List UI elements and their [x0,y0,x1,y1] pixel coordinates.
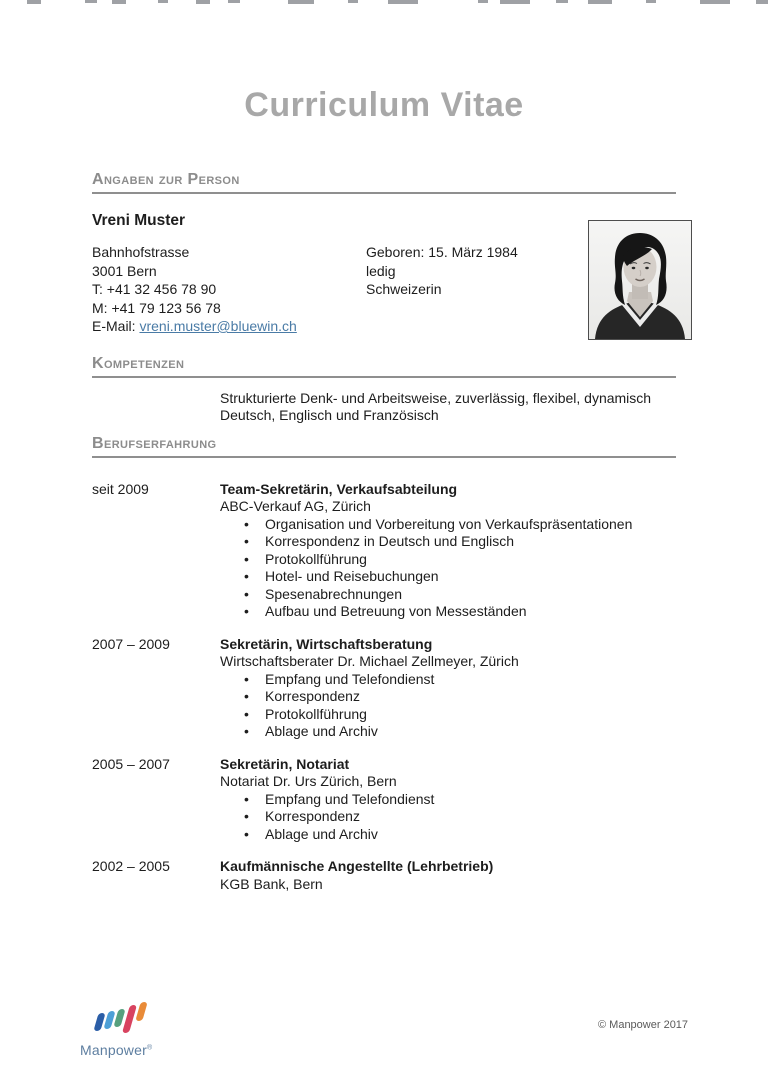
entry-title: Sekretärin, Notariat [220,755,350,772]
entry-body [220,756,676,844]
bullet-item: • Protokollführung [220,706,676,724]
section-heading-angaben-zur-person: Angaben zur Person [92,170,676,194]
bullet-item: • Protokollführung [220,551,676,569]
document-title: Curriculum Vitae [244,86,524,124]
kompetenzen-line: Strukturierte Denk- und Arbeitsweise, zuverlässig, flexibel, dynamisch [220,389,652,406]
experience-entry [92,481,676,621]
email-line [92,317,366,336]
section-heading-berufserfahrung: Berufserfahrung [92,434,676,458]
section-heading-kompetenzen: Kompetenzen [92,354,676,378]
bullet-item: • Ablage und Archiv [220,723,676,741]
entry-period: 2002 – 2005 [92,858,170,874]
address-street: Bahnhofstrasse [92,244,190,260]
entry-title: Sekretärin, Wirtschaftsberatung [220,635,433,652]
bullet-item: • Korrespondenz [220,808,676,826]
entry-employer: ABC-Verkauf AG, Zürich [220,498,371,514]
registered-trademark-mark: ® [146,1044,153,1052]
person-name: Vreni Muster [92,212,186,229]
bullet-item: • Aufbau und Betreuung von Messeständen [220,603,676,621]
marital-status-line: ledig [366,262,396,279]
email-link[interactable]: vreni.muster@bluewin.ch [139,318,297,334]
portrait-photo-graphic [589,221,691,339]
manpower-wordmark-text: Manpower [80,1042,147,1058]
bullet-item: • Organisation und Vorbereitung von Verkaufspräsentationen [220,516,676,534]
address-city: 3001 Bern [92,262,157,279]
entry-period: 2007 – 2009 [92,635,170,652]
entry-period: seit 2009 [92,480,149,497]
experience-entry [92,756,676,844]
entry-bullet-list [220,516,676,621]
top-edge-scan-artifacts [0,0,768,5]
entry-bullet-list [220,671,676,741]
entry-bullet-list [220,791,676,844]
bullet-item: • Korrespondenz in Deutsch und Englisch [220,533,676,551]
portrait-photo [588,220,692,340]
nationality-line: Schweizerin [366,281,442,297]
entry-body [220,636,676,741]
bullet-item: • Korrespondenz [220,688,676,706]
address-column [92,243,366,336]
mobile-line: M: +41 79 123 56 78 [92,299,221,316]
entry-body [220,481,676,621]
manpower-wordmark [80,1042,170,1058]
entry-title: Team-Sekretärin, Verkaufsabteilung [220,480,458,497]
experience-entry [92,636,676,741]
entry-employer: Wirtschaftsberater Dr. Michael Zellmeyer, Zürich [220,653,519,669]
bullet-item: • Spesenabrechnungen [220,586,676,604]
entry-body [220,858,676,893]
bullet-item: • Hotel- und Reisebuchungen [220,568,676,586]
email-label: E-Mail: [92,318,140,334]
entry-period: 2005 – 2007 [92,755,170,772]
phone-line: T: +41 32 456 78 90 [92,281,217,297]
bullet-item: • Empfang und Telefondienst [220,671,676,689]
kompetenzen-body [92,390,676,425]
entry-employer: Notariat Dr. Urs Zürich, Bern [220,773,397,789]
footer-copyright: © Manpower 2017 [598,1019,689,1031]
bullet-item: • Empfang und Telefondienst [220,791,676,809]
birthdate-line: Geboren: 15. März 1984 [366,244,518,260]
manpower-logo-icon [96,1002,152,1036]
entry-title: Kaufmännische Angestellte (Lehrbetrieb) [220,858,494,874]
manpower-logo [80,1002,170,1058]
bullet-item: • Ablage und Archiv [220,826,676,844]
experience-entry [92,858,676,893]
entry-employer: KGB Bank, Bern [220,875,323,892]
experience-list [92,481,676,894]
kompetenzen-line: Deutsch, Englisch und Französisch [220,407,439,423]
